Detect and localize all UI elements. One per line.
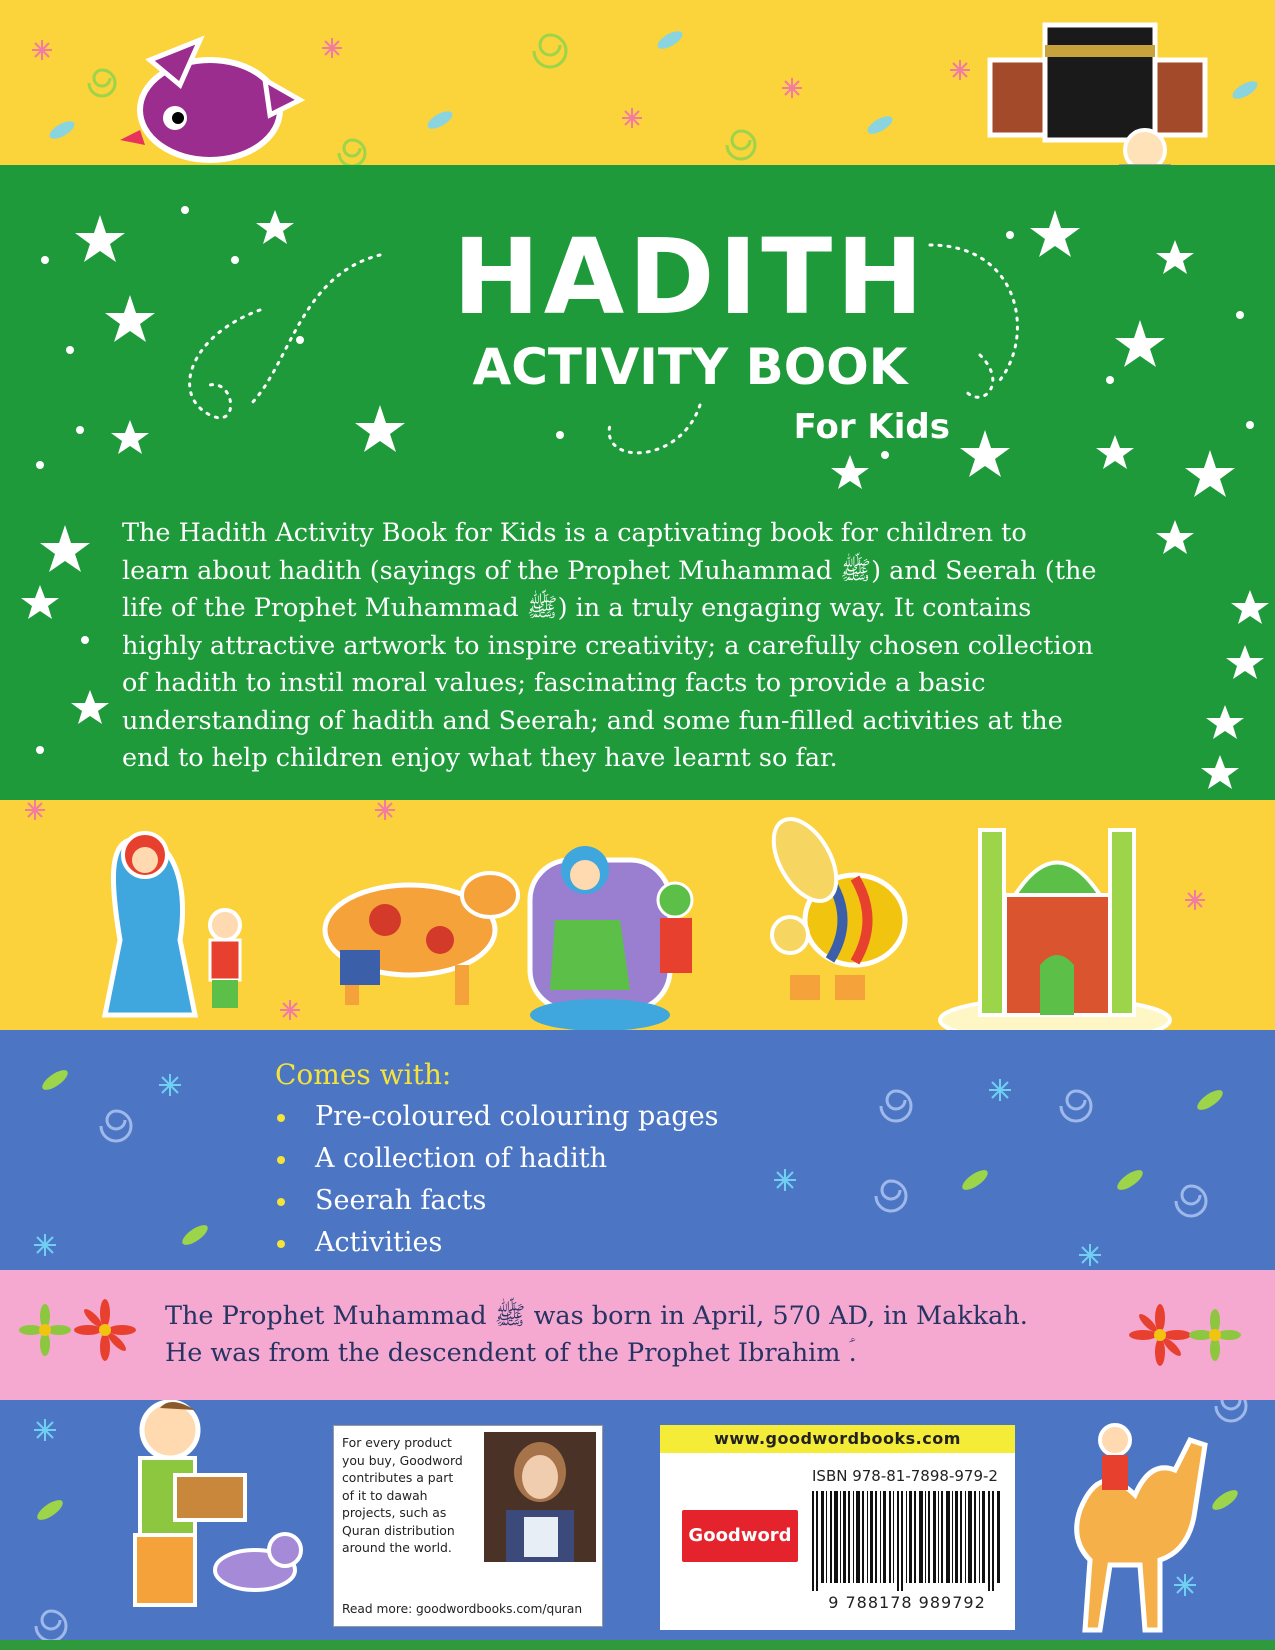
boy-box-icon — [135, 1402, 301, 1605]
features-list — [275, 1096, 719, 1264]
description-line: highly attractive artwork to inspire creativity; a carefully chosen collection — [122, 630, 1094, 661]
description-line: life of the Prophet Muhammad ﷺ) in a truly engaging way. It contains — [122, 593, 1032, 623]
description-line: understanding of hadith and Seerah; and some fun-filled activities at the — [122, 705, 1063, 736]
isbn-number: ISBN 978-81-7898-979-2 — [812, 1467, 998, 1485]
mosque-icon — [940, 830, 1170, 1042]
child-with-quran-photo — [484, 1432, 596, 1562]
mother-children-icon — [105, 833, 240, 1015]
book-title: HADITH — [452, 216, 928, 338]
green-band — [0, 165, 1275, 830]
fact-line: The Prophet Muhammad ﷺ was born in April, 570 AD, in Makkah. — [165, 1301, 1028, 1331]
book-description — [122, 515, 1182, 778]
description-line: end to help children enjoy what they have learnt so far. — [122, 743, 838, 773]
fact-band — [0, 1270, 1275, 1400]
illustration-band — [0, 800, 1275, 1045]
bee-icon — [761, 809, 905, 1000]
bird-icon — [120, 40, 300, 160]
fact-line: He was from the descendent of the Prophet Ibrahim ؑ. — [165, 1338, 857, 1368]
feature-item: Activities — [275, 1222, 719, 1264]
top-yellow-band — [0, 0, 1275, 190]
donation-line: Quran distribution — [342, 1522, 455, 1538]
donation-line: For every product — [342, 1435, 452, 1450]
description-line: The Hadith Activity Book for Kids is a captivating book for children to — [122, 518, 1027, 548]
feature-item: Seerah facts — [275, 1180, 719, 1222]
features-title: Comes with: — [275, 1058, 452, 1091]
donation-line: you buy, Goodword — [342, 1452, 463, 1468]
publisher-url[interactable]: www.goodwordbooks.com — [660, 1425, 1015, 1453]
camel-icon — [1077, 1425, 1205, 1630]
donation-line: of it to dawah — [342, 1487, 428, 1503]
publisher-logo — [682, 1510, 798, 1562]
flower-icon — [1189, 1309, 1241, 1361]
barcode-number: 9 788178 989792 — [828, 1593, 986, 1612]
donation-line: projects, such as — [342, 1505, 447, 1520]
feature-item: Pre-coloured colouring pages — [275, 1096, 719, 1138]
donation-text — [342, 1434, 482, 1557]
fact-text — [165, 1298, 1115, 1372]
bottom-green-strip — [0, 1640, 1275, 1650]
barcode-icon — [812, 1491, 1002, 1591]
cow-icon — [325, 873, 518, 1005]
publisher-logo-text: Goodword — [688, 1525, 792, 1546]
donation-line: around the world. — [342, 1540, 452, 1555]
description-line: learn about hadith (sayings of the Prophet Muhammad ﷺ) and Seerah (the — [122, 555, 1097, 586]
grandmother-icon — [530, 846, 692, 1031]
donation-line: contributes a part — [342, 1470, 454, 1485]
read-more-link[interactable]: Read more: goodwordbooks.com/quran — [342, 1602, 583, 1616]
feature-item: A collection of hadith — [275, 1138, 719, 1180]
flower-icon — [74, 1299, 136, 1361]
flower-icon — [1129, 1304, 1191, 1366]
flower-icon — [19, 1304, 71, 1356]
publisher-barcode-box — [660, 1425, 1015, 1630]
book-audience: For Kids — [793, 407, 950, 447]
illustrations — [0, 800, 1275, 1045]
description-line: of hadith to instil moral values; fascinating facts to provide a basic — [122, 668, 986, 698]
book-subtitle: ACTIVITY BOOK — [472, 338, 908, 396]
donation-notice — [333, 1425, 603, 1627]
